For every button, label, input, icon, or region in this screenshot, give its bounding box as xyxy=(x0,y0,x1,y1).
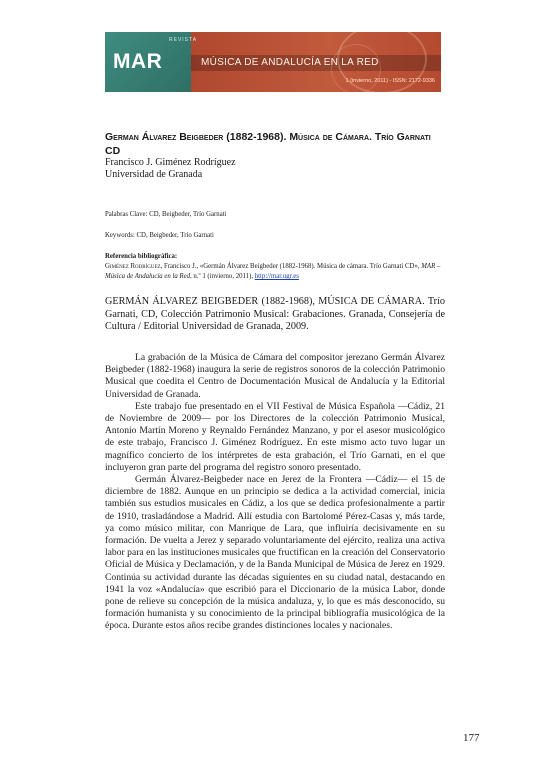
reference-author: Giménez Rodríguez xyxy=(105,263,161,270)
author-affiliation: Universidad de Granada xyxy=(105,169,203,180)
body-paragraph: La grabación de la Música de Cámara del compositor jerezano Germán Álvarez Beigbeder (1882-1968) inaugura la serie de registros sonoros de la colección Patrimonio Musical que coedita el Centro de Documentación Musical de Andalucía y la Editorial Universidad de Granada. xyxy=(105,352,445,400)
journal-logo: MAR xyxy=(113,50,163,73)
reference-text-1: , Francisco J., «Germán Álvarez Beigbeder (1882-1968). Música de cámara. Trío Garnati CD», xyxy=(160,263,422,270)
keywords-spanish: Palabras Clave: CD, Beigbeder, Trío Garnati xyxy=(105,211,227,218)
reference-text-2: , n.º 1 (invierno, 2011), xyxy=(190,273,255,280)
page-number: 177 xyxy=(463,732,480,744)
journal-title: MÚSICA DE ANDALUCÍA EN LA RED xyxy=(201,57,379,68)
body-paragraph: Este trabajo fue presentado en el VII Festival de Música Española —Cádiz, 21 de Noviembre de 2009— por los Directores de la colección Patrimonio Musical, Antonio Martín Moreno y Reynaldo Fernández Manzano, y por el asesor musicológico de este trabajo, Francisco J. Giménez Rodríguez. En este mismo acto tuvo lugar un magnífico concierto de los intérpretes de esta grabación, el Trío Garnati, en el que incluyeron gran parte del programa del registro sonoro presentado. xyxy=(105,400,445,473)
author-block xyxy=(105,157,445,181)
bibliographic-reference xyxy=(105,252,445,282)
journal-banner xyxy=(105,32,441,92)
citation-title: GERMÁN ÁLVAREZ BEIGBEDER (1882-1968), MÚSICA DE CÁMARA. xyxy=(105,296,425,307)
reference-journal: MAR – Música de Andalucía en la Red xyxy=(105,263,441,280)
article-body xyxy=(105,352,445,633)
author-name: Francisco J. Giménez Rodríguez xyxy=(105,157,236,168)
reviewed-work-citation xyxy=(105,296,445,334)
article-heading: German Álvarez Beigbeder (1882-1968). Música de Cámara. Trío Garnati CD xyxy=(105,131,431,157)
banner-revista-label: REVISTA xyxy=(169,37,198,43)
journal-issue: 1 (invierno, 2011) - ISSN: 2172-9336 xyxy=(345,78,435,84)
banner-decoration-small xyxy=(331,44,381,92)
reference-label: Referencia bibliográfica: xyxy=(105,253,178,260)
body-paragraph: Germán Álvarez-Beigbeder nace en Jerez de la Frontera —Cádiz— el 15 de diciembre de 1882. Aunque en un principio se dedica a la actividad comercial, inicia también sus estudios musicales en Cádiz, a los que se dedica profesionalmente a partir de 1910, trasladándose a Madrid. Allí estudia con Bartolomé Pérez-Casas y, más tarde, ya como músico militar, con Manrique de Lara, que influiría decisivamente en su formación. De vuelta a Jerez y separado voluntariamente del ejército, realiza una activa labor para en las instituciones musicales que fructifican en la creación del Conservatorio Oficial de Música y Declamación, y de la Banda Municipal de Música de Jerez en 1929. Continúa su actividad durante las décadas siguientes en su ciudad natal, destacando en 1941 la voz «Andalucía» que escribió para el Diccionario de la música Labor, donde pone de relieve su concepción de la música andaluza, y, lo que es más desconocido, su formación humanista y su conocimiento de la principal bibliografía musicológica de la época. Durante estos años recibe grandes distinciones locales y nacionales. xyxy=(105,474,445,632)
reference-link[interactable]: http://mar.ugr.es xyxy=(254,273,299,280)
keywords-english: Keywords: CD, Beigbeder, Trío Garnati xyxy=(105,232,214,239)
citation-details: Trío Garnati, CD, Colección Patrimonio Musical: Grabaciones. Granada, Consejería de Cultura / Editorial Universidad de Granada, 2009. xyxy=(105,296,446,332)
